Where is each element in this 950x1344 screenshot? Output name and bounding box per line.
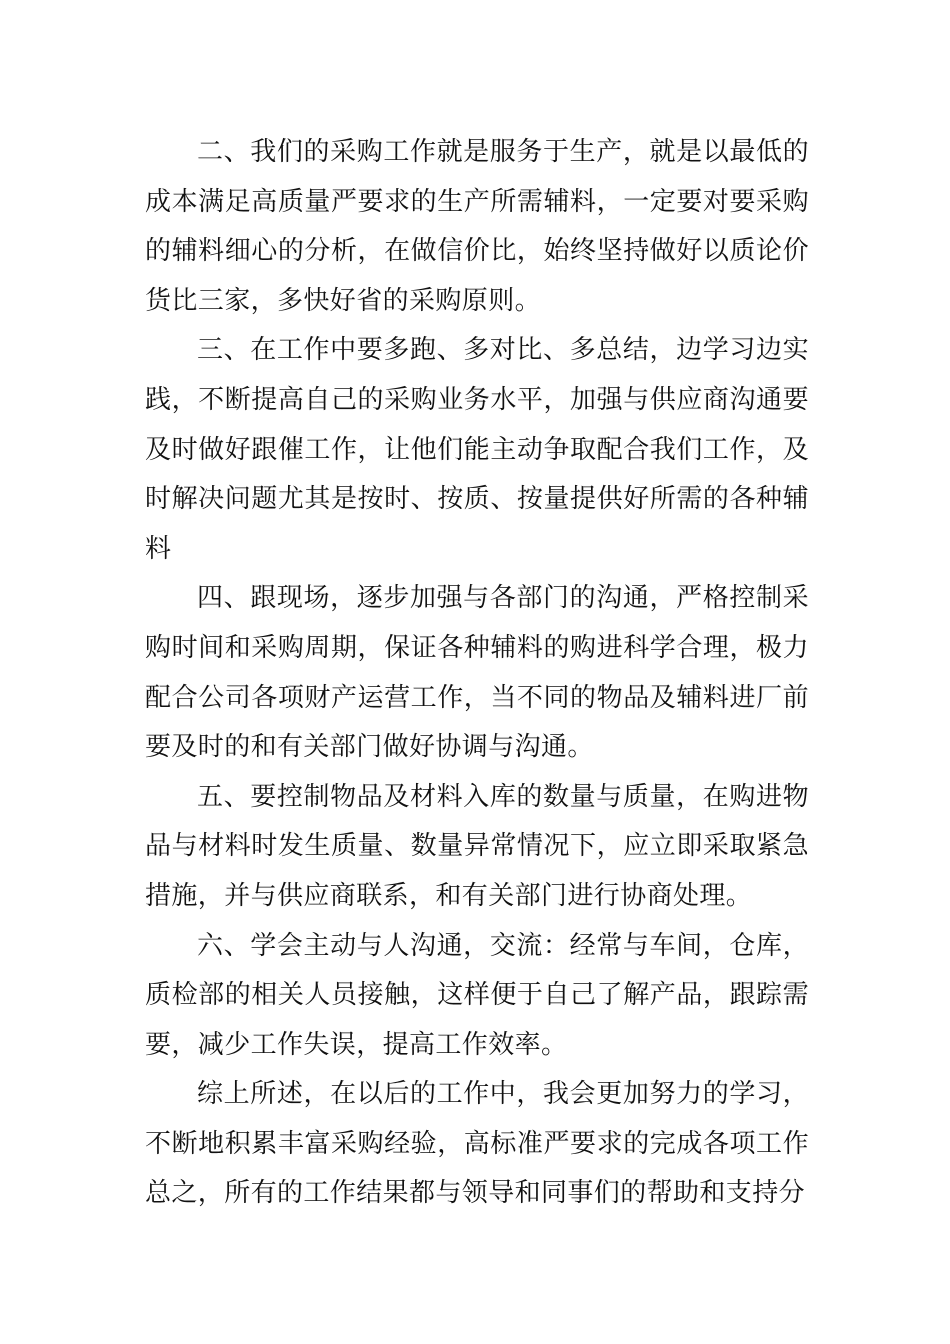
- paragraph-work-practice: 三、在工作中要多跑、多对比、多总结，边学习边实践，不断提高自己的采购业务水平，加强与供应商沟通要及时做好跟催工作，让他们能主动争取配合我们工作，及时解决问题尤其是按时、按质、按量提供好所需的各种辅料: [145, 335, 809, 564]
- paragraph-summary: 综上所述，在以后的工作中，我会更加努力的学习，不断地积累丰富采购经验，高标准严要求的完成各项工作总之，所有的工作结果都与领导和同事们的帮助和支持分: [145, 1079, 809, 1209]
- paragraph-procurement-service: 二、我们的采购工作就是服务于生产，就是以最低的成本满足高质量严要求的生产所需辅料，一定要对要采购的辅料细心的分析，在做信价比，始终坚持做好以质论价货比三家，多快好省的采购原则。: [145, 137, 809, 316]
- paragraph-communication: 六、学会主动与人沟通，交流：经常与车间，仓库，质检部的相关人员接触，这样便于自己了解产品，跟踪需要，减少工作失误，提高工作效率。: [145, 930, 809, 1060]
- paragraph-quality-control: 五、要控制物品及材料入库的数量与质量，在购进物品与材料时发生质量、数量异常情况下，应立即采取紧急措施，并与供应商联系，和有关部门进行协商处理。: [145, 781, 809, 911]
- paragraph-site-coordination: 四、跟现场，逐步加强与各部门的沟通，严格控制采购时间和采购周期，保证各种辅料的购进科学合理，极力配合公司各项财产运营工作，当不同的物品及辅料进厂前要及时的和有关部门做好协调与沟通。: [145, 583, 809, 763]
- document-body: [145, 128, 809, 1219]
